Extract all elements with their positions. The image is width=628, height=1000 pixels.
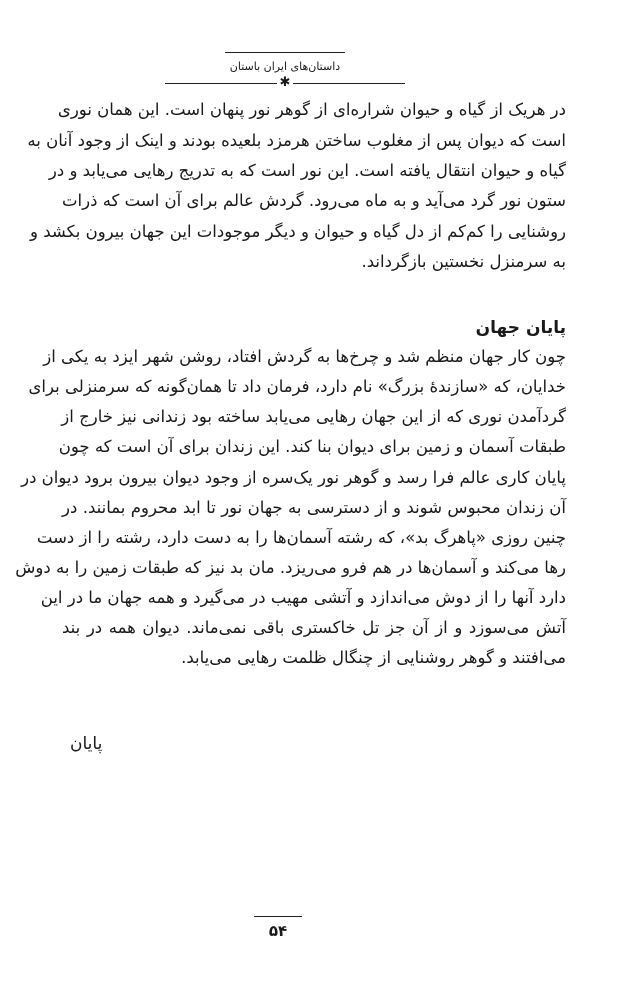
text-line: رها می‌کند و آسمان‌ها در هم فرو می‌ریزد. مان بد نیز که طبقات زمین را به دوش bbox=[15, 558, 566, 577]
section-heading: پایان جهان bbox=[475, 318, 566, 338]
text-line: است که دیوان پس از مغلوب ساختن هرمزد بلعیده بودند و اینک از وجود آنان به bbox=[27, 131, 566, 150]
text-line: دارد آنها را از دوش می‌اندازد و آتشی مهیب در می‌گیرد و همه جهان ما در این bbox=[40, 588, 566, 607]
end-word: پایان bbox=[70, 734, 103, 754]
page-number: ۵۴ bbox=[268, 922, 288, 940]
text-line: ستون نور گرد می‌آید و به ماه می‌رود. گردش عالم برای آن است که ذرات bbox=[62, 191, 566, 210]
text-line: آن زندان محبوس شوند و از دسترسی به جهان نور تا ابد محروم بمانند. در bbox=[62, 498, 566, 517]
text-line: گردآمدن نوری که از این جهان رهایی می‌یابد ساخته بود زندانی نیز خارج از bbox=[61, 407, 566, 426]
text-line: چنین روزی «پاهرگ بد»، که رشته آسمان‌ها را به دست دارد، رشته را از دست bbox=[36, 528, 566, 547]
text-line: چون کار جهان منظم شد و چرخ‌ها به گردش افتاد، روشن شهر ایزد به یکی از bbox=[43, 347, 566, 366]
running-title: داستان‌های ایران باستان bbox=[229, 60, 341, 73]
page-number-divider bbox=[254, 916, 302, 917]
text-line: پایان کاری عالم فرا رسد و گوهر نور یک‌سره از وجود دیوان بیرون برود دیوان در bbox=[21, 468, 566, 487]
text-line: گیاه و حیوان انتقال یافته است. این نور است که به تدریج رهایی می‌یابد و در bbox=[48, 161, 566, 180]
text-line: روشنایی را کم‌کم از دل گیاه و حیوان و دیگر موجودات این جهان بیرون بکشد و bbox=[30, 222, 566, 241]
asterisk-ornament-icon: ✱ bbox=[277, 75, 293, 91]
header-divider-top bbox=[225, 52, 345, 53]
text-line: آتش می‌سوزد و از آن جز تل خاکستری باقی نمی‌ماند. دیوان همه در بند bbox=[62, 618, 566, 637]
text-line: خدایان، که «سازندهٔ بزرگ» نام دارد، فرمان داد تا همان‌گونه که سرمنزلی برای bbox=[28, 377, 566, 396]
text-line: طبقات آسمان و زمین برای دیوان بنا کند. این زندان برای آن است که چون bbox=[58, 437, 566, 456]
text-line: می‌افتند و گوهر روشنایی از چنگال ظلمت رهایی می‌یابد. bbox=[181, 648, 566, 667]
text-line: به سرمنزل نخستین بازگرداند. bbox=[361, 252, 566, 271]
text-line: در هریک از گیاه و حیوان شراره‌ای از گوهر نور پنهان است. این همان نوری bbox=[57, 100, 566, 119]
